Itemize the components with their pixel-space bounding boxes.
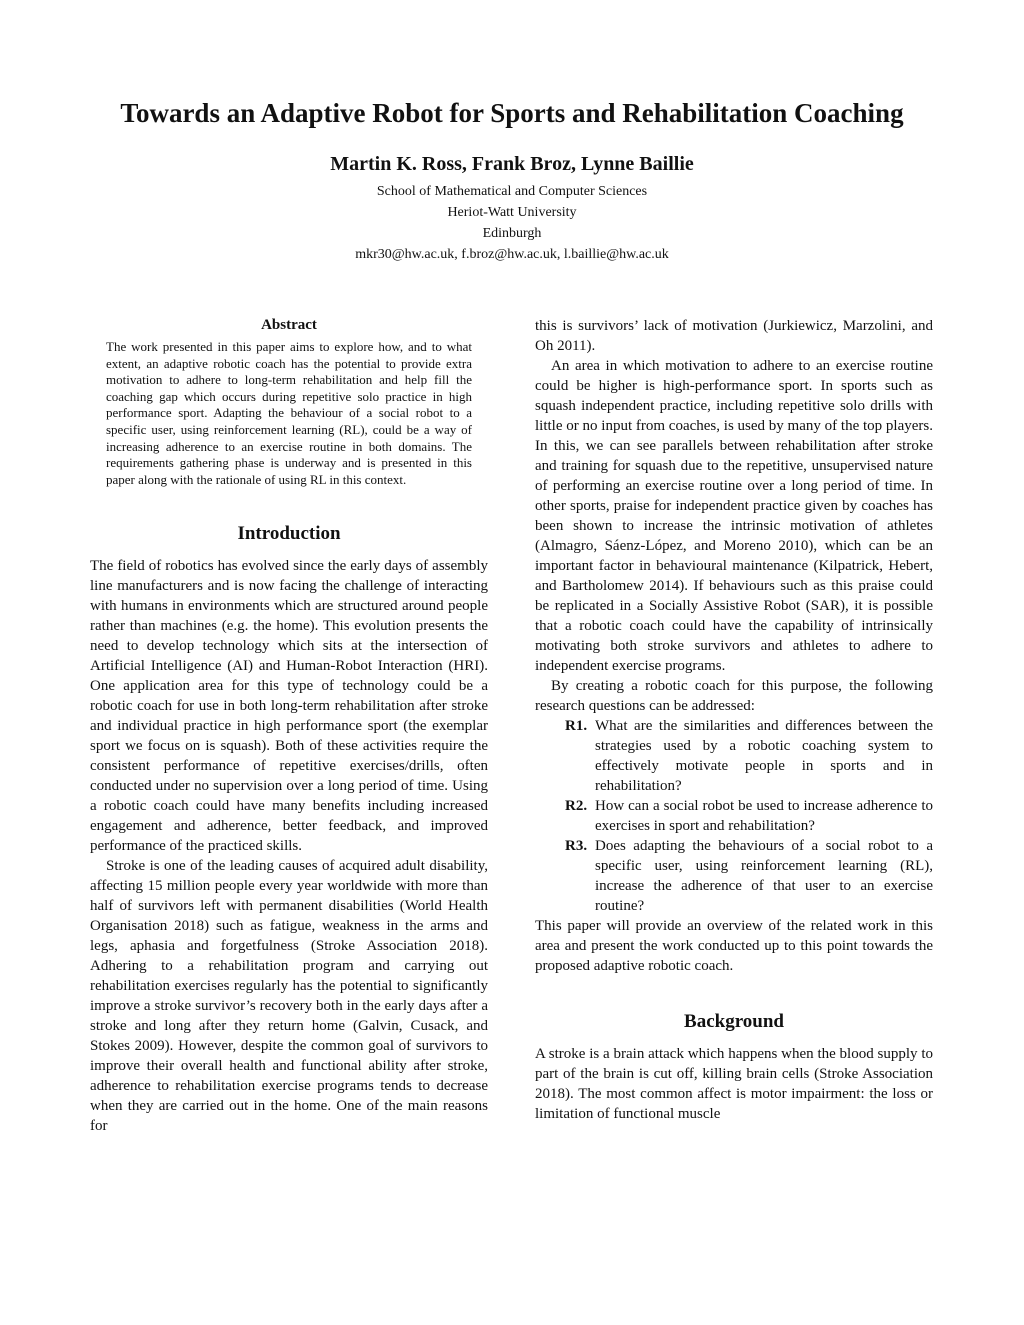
research-question-text: How can a social robot be used to increase adherence to exercises in sport and rehabilitation? (595, 798, 933, 834)
research-question-label: R2. (565, 798, 588, 814)
introduction-heading: Introduction (237, 523, 341, 545)
research-question (565, 716, 933, 796)
intro-paragraph-3: this is survivors’ lack of motivation (Jurkiewicz, Marzolini, and Oh 2011). (535, 318, 933, 354)
left-column (90, 316, 488, 1136)
intro-paragraph-4: An area in which motivation to adhere to an exercise routine could be higher is high-performance sport. In sports such as squash independent practice, including repetitive solo drills with little or no input from coaches, is used by many of the top players. In this, we can see parallels between rehabilitation after stroke and training for squash due to the repetitive, unsupervised nature of performing an exercise routine over a long period of time. In other sports, praise for independent practice given by coaches has been shown to increase the intrinsic motivation of athletes (Almagro, Sáenz-López, and Moreno 2010), which can be an important factor in behavioural maintenance (Kilpatrick, Hebert, and Bartholomew 2014). If behaviours such as this praise could be replicated in a Socially Assistive Robot (SAR), it is possible that a robotic coach could have the capability of intrinsically motivating both stroke survivors and athletes to adhere to independent exercise programs. (535, 358, 933, 674)
research-question-label: R3. (565, 838, 588, 854)
intro-paragraph-6: This paper will provide an overview of the related work in this area and present the work conducted up to this point towards the proposed adaptive robotic coach. (535, 918, 933, 974)
author-emails: mkr30@hw.ac.uk, f.broz@hw.ac.uk, l.baillie@hw.ac.uk (355, 247, 669, 262)
affiliation-city: Edinburgh (482, 226, 542, 241)
affiliation-school: School of Mathematical and Computer Sciences (376, 184, 648, 199)
background-paragraph-1: A stroke is a brain attack which happens when the blood supply to part of the brain is cut off, killing brain cells (Stroke Association 2018). The most common affect is motor impairment: the loss or limitation of functional muscle (535, 1046, 933, 1122)
abstract-heading: Abstract (261, 317, 317, 333)
abstract-text: The work presented in this paper aims to explore how, and to what extent, an adaptive robotic coach has the potential to provide extra motivation to adhere to long-term rehabilitation and help fill the coaching gap which occurs during repetitive solo practice in high performance sport. Adapting the behaviour of a social robot to a specific user, using reinforcement learning (RL), could be a way of increasing adherence to an exercise routine in both domains. The requirements gathering phase is underway and is presented in this paper along with the rationale of using RL in this context. (106, 339, 472, 487)
research-question (565, 796, 933, 836)
research-question-text: What are the similarities and differences between the strategies used by a robotic coaching system to effectively motivate people in sports and in rehabilitation? (595, 718, 933, 794)
paper-title: Towards an Adaptive Robot for Sports and Rehabilitation Coaching (120, 98, 904, 128)
research-question (565, 836, 933, 916)
right-column (535, 316, 933, 1124)
affiliation-block (0, 181, 1024, 265)
author-list: Martin K. Ross, Frank Broz, Lynne Baillie (330, 153, 694, 175)
intro-paragraph-5: By creating a robotic coach for this purpose, the following research questions can be addressed: (535, 678, 933, 714)
intro-paragraph-2: Stroke is one of the leading causes of acquired adult disability, affecting 15 million people every year worldwide with more than half of survivors left with permanent disabilities (World Health Organisation 2018) such as fatigue, weakness in the arms and legs, aphasia and forgetfulness (Stroke Association 2018). Adhering to a rehabilitation program and carrying out rehabilitation exercises regularly has the potential to significantly improve a stroke survivor’s recovery both in the early days after a stroke and long after they return home (Galvin, Cusack, and Stokes 2009). However, despite the common goal of survivors to improve their overall health and functional ability after stroke, adherence to rehabilitation exercise programs tends to decrease when they are carried out in the home. One of the main reasons for (90, 858, 488, 1135)
intro-paragraph-1: The field of robotics has evolved since the early days of assembly line manufacturers and is now facing the challenge of interacting with humans in environments which are structured around people rather than machines (e.g. the home). This evolution presents the need to develop technology which sits at the intersection of Artificial Intelligence (AI) and Human-Robot Interaction (HRI). One application area for this type of technology could be a robotic coach for use in both long-term rehabilitation after stroke and individual practice in high performance sport (the exemplar sport we focus on is squash). Both of these activities require the consistent performance of repetitive exercises/drills, often conducted under no supervision over a long period of time. Using a robotic coach could have many benefits including increased engagement and adherence, better feedback, and improved performance of the practiced skills. (90, 558, 488, 855)
research-question-label: R1. (565, 718, 588, 734)
affiliation-university: Heriot-Watt University (447, 205, 577, 220)
research-question-text: Does adapting the behaviours of a social robot to a specific user, using reinforcement learning (RL), increase the adherence of that user to an exercise routine? (595, 838, 933, 914)
background-heading: Background (684, 1011, 784, 1032)
